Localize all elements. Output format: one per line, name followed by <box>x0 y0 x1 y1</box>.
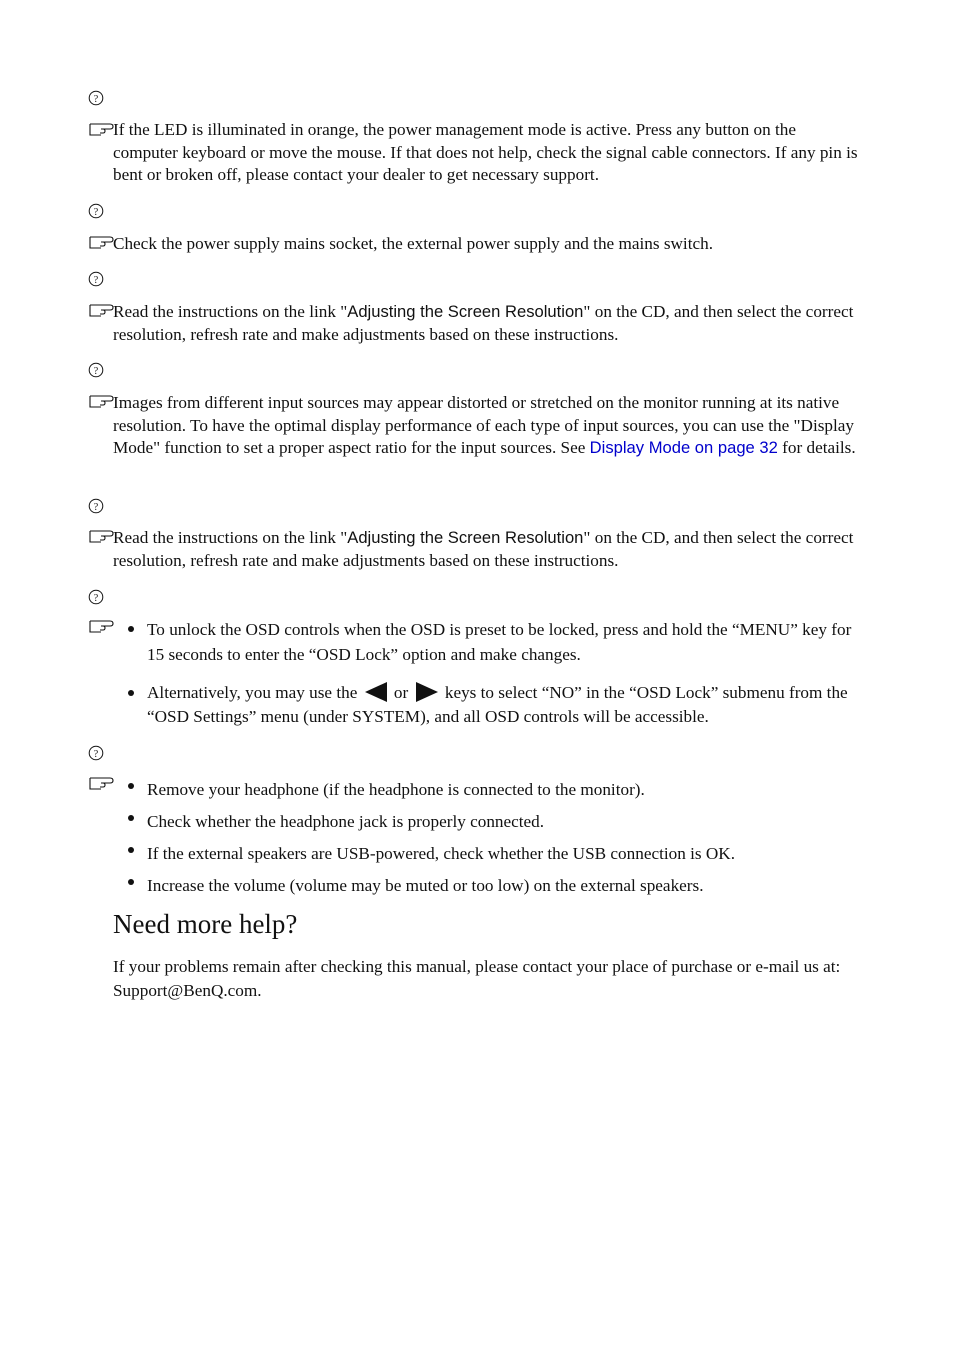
question-circle-icon <box>88 745 104 761</box>
section-heading: Need more help? <box>113 909 298 939</box>
list-item: Increase the volume (volume may be muted or too low) on the external speakers. <box>113 870 865 902</box>
answer-text: Read the instructions on the link "Adjusting the Screen Resolution" on the CD, and then select the correct resolution, refresh rate and make adjustments based on these instructions. <box>113 302 854 344</box>
answer-text: If the LED is illuminated in orange, the power management mode is active. Press any button on the computer keyboard or move the mouse. If that does not help, check the signal cable connectors. If any pin is bent or broken off, please contact your dealer to get necessary support. <box>113 120 858 185</box>
svg-text:?: ? <box>93 749 99 760</box>
display-mode-link[interactable]: Display Mode on page 32 <box>589 438 778 458</box>
svg-text:?: ? <box>93 207 99 218</box>
left-arrow-key-icon <box>364 681 388 703</box>
list-item: Remove your headphone (if the headphone is connected to the monitor). <box>113 774 865 806</box>
pointing-hand-icon <box>88 301 114 319</box>
answer-text: Images from different input sources may appear distorted or stretched on the monitor running at its native resolution. To have the optimal display performance of each type of input sources, you can use the "Display Mode" function to set a proper aspect ratio for the input sources. See Display Mode on page 32 for details. <box>113 393 856 458</box>
question-circle-icon <box>88 589 104 605</box>
answer-bullet-list <box>113 617 865 667</box>
list-item: Check whether the headphone jack is properly connected. <box>113 806 865 838</box>
list-item: If the external speakers are USB-powered, check whether the USB connection is OK. <box>113 838 865 870</box>
question-circle-icon <box>88 271 104 287</box>
pointing-hand-icon <box>88 617 114 635</box>
pointing-hand-icon <box>88 774 114 792</box>
help-text: If your problems remain after checking this manual, please contact your place of purchase or e-mail us at: Support@BenQ.com. <box>113 957 841 1000</box>
answer-text: Read the instructions on the link "Adjusting the Screen Resolution" on the CD, and then select the correct resolution, refresh rate and make adjustments based on these instructions. <box>113 528 854 570</box>
svg-text:?: ? <box>93 94 99 105</box>
question-circle-icon <box>88 90 104 106</box>
list-item: To unlock the OSD controls when the OSD is preset to be locked, press and hold the “MENU” key for 15 seconds to enter the “OSD Lock” option and make changes. <box>113 617 865 667</box>
svg-text:?: ? <box>93 593 99 604</box>
answer-bullet-list <box>113 681 865 728</box>
svg-text:?: ? <box>93 366 99 377</box>
answer-text: Check the power supply mains socket, the external power supply and the mains switch. <box>113 234 713 253</box>
svg-text:?: ? <box>93 502 99 513</box>
question-circle-icon <box>88 203 104 219</box>
pointing-hand-icon <box>88 527 114 545</box>
pointing-hand-icon <box>88 392 114 410</box>
question-circle-icon <box>88 498 104 514</box>
svg-text:?: ? <box>93 275 99 286</box>
answer-bullet-list <box>113 774 865 902</box>
right-arrow-key-icon <box>415 681 439 703</box>
resolution-link[interactable]: Adjusting the Screen Resolution <box>347 302 584 321</box>
question-circle-icon <box>88 362 104 378</box>
pointing-hand-icon <box>88 120 114 138</box>
pointing-hand-icon <box>88 233 114 251</box>
resolution-link[interactable]: Adjusting the Screen Resolution <box>347 528 584 547</box>
list-item: Alternatively, you may use the or keys to select “NO” in the “OSD Lock” submenu from the “OSD Settings” menu (under SYSTEM), and all OSD controls will be accessible. <box>113 681 865 728</box>
